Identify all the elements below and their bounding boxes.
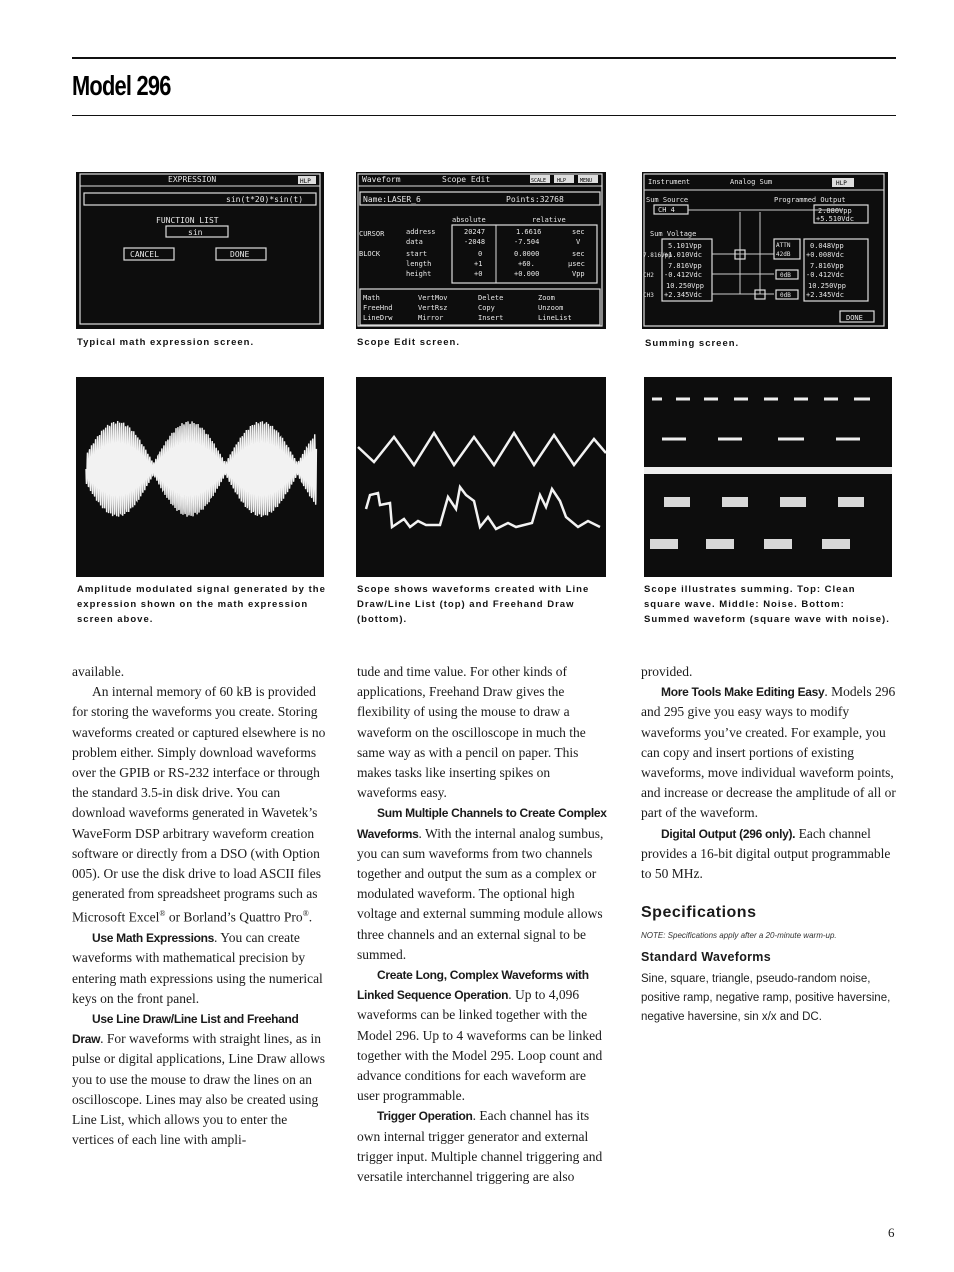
paragraph: provided. [641,664,693,679]
figure-caption: Summing screen. [645,338,740,349]
screen-label: relative [532,216,566,224]
screen-label: address [406,228,436,236]
line-draw-oscilloscope-photo [356,377,606,577]
screen-label: VertRsz [418,304,448,312]
screen-label: CH 4 [658,206,675,214]
paragraph [641,824,899,885]
screen-label: CANCEL [130,250,159,259]
screen-label: 0dB [780,292,791,299]
paragraph: tude and time value. For other kinds of applications, Freehand Draw gives the flexibility of using the mouse to draw a waveform on the oscilloscope in much the same way as with a pencil on paper. This makes tasks like inserting spikes on waveforms easy. [357,664,586,801]
figure-caption: Amplitude modulated signal generated by the expression shown on the math expression screen above. [77,584,326,625]
screen-label: Waveform [362,175,401,184]
screen-label: DONE [846,314,863,322]
screen-label: sin [188,228,203,237]
paragraph-text: . [308,909,313,925]
screen-label: Zoom [538,294,555,302]
screen-label: +1 [474,260,483,268]
registered-mark: ® [302,909,309,919]
screen-label: 42dB [776,251,791,258]
screen-label: +0.000 [514,270,540,278]
screen-label: 1.6616 [516,228,542,236]
screen-label: 0.048Vpp [810,242,844,250]
body-column-2 [357,662,609,1187]
summing-oscilloscope-photo [644,377,892,577]
screen-label: 20247 [464,228,486,236]
paragraph-text: . For waveforms with straight lines, as in pulse or digital applications, Line Draw allows you to use the mouse to draw the lines on an oscilloscope. Lines may also be created using Line List, which allows you to enter the vertices of each line with ampli- [72,1031,326,1148]
screen-label: absolute [452,216,486,224]
screen-label: Sum Voltage [650,230,697,238]
screen-label: MENU [580,178,593,184]
run-in-heading: Use Line Draw/Line List and Freehand Draw [72,1011,299,1047]
screen-label: Insert [478,314,504,322]
screen-label: HLP [557,178,567,184]
paragraph [72,1009,330,1150]
screen-label: -2048 [464,238,486,246]
screen-label: EXPRESSION [168,175,217,184]
paragraph [357,965,609,1106]
screen-label: +1.010Vdc [664,251,702,259]
screen-label: 2.880Vpp [818,207,852,215]
screen-label: Vpp [572,270,585,278]
title-rule [72,115,896,116]
screen-label: Points:32768 [506,195,564,204]
screen-label: +0.008Vdc [806,251,844,259]
screen-label: start [406,250,428,258]
screen-label: 5.101Vpp [668,242,702,250]
screen-label: BLOCK [359,250,381,258]
screen-label: V [576,238,581,246]
screen-label: ATTN [776,242,791,249]
screen-label: Unzoom [538,304,564,312]
screen-label: sec [572,228,585,236]
screen-label: -0.412Vdc [806,271,844,279]
scope-edit-screenshot [356,172,606,329]
body-column-3 [641,662,899,884]
screen-label: 10.250Vpp [808,282,846,290]
screen-label: 7.816Vpp [810,262,844,270]
paragraph-text: Each channel provides a 16-bit digital output programmable to 50 MHz. [641,825,891,882]
run-in-heading: Digital Output (296 only). [661,826,796,841]
screen-label: Instrument [648,178,691,186]
screen-label: length [406,260,432,268]
paragraph [357,803,609,965]
page-number: 6 [888,1225,895,1240]
screen-label: 7.816Vpp [643,252,672,259]
paragraph [72,928,330,1009]
screen-label: HLP [836,180,847,187]
screen-label: +0 [474,270,483,278]
paragraph-text: . Each channel has its own internal trigger generator and external trigger input. Multiple channel triggering and versatile interchannel triggering are also [357,1108,603,1185]
screen-label: 7.816Vpp [668,262,702,270]
screen-label: Programmed Output [774,196,846,204]
screen-label: CH2 [643,272,654,279]
figure-caption: Scope Edit screen. [357,337,461,348]
screen-label: +2.345Vdc [806,291,844,299]
screen-label: Analog Sum [730,178,773,186]
screen-label: 10.250Vpp [666,282,704,290]
page-title: Model 296 [72,70,171,101]
screen-label: Scope Edit [442,175,491,184]
paragraph [357,1106,609,1187]
screen-label: LineDrw [363,314,393,322]
screen-label: SCALE [531,178,547,184]
screen-label: CURSOR [359,230,385,238]
screen-label: 0.0000 [514,250,540,258]
top-rule [72,57,896,59]
run-in-heading: Trigger Operation [377,1109,473,1124]
screen-label: +2.345Vdc [664,291,702,299]
screen-label: LineList [538,314,572,322]
run-in-heading: Use Math Expressions [92,931,215,946]
paragraph-text: or Borland’s Quattro Pro [165,909,303,925]
screen-label: +5.510Vdc [816,215,854,223]
paragraph-text: . Up to 4,096 waveforms can be linked together with the Model 296. Up to 4 waveforms can be linked together with the Model 295. Loop count and advance conditions for each waveform are user programmable. [357,987,603,1104]
paragraph-text: . You can create waveforms with mathematical precision by entering math expressions using the numerical keys on the front panel. [72,930,323,1006]
screen-label: Mirror [418,314,444,322]
screen-label: FUNCTION LIST [156,216,219,225]
standard-waveforms-heading: Standard Waveforms [641,950,771,964]
screen-label: height [406,270,432,278]
paragraph [641,682,899,823]
screen-label: sec [572,250,585,258]
math-expression-screenshot [76,172,324,329]
screen-label: 0dB [780,272,791,279]
screen-label: HLP [300,178,311,185]
screen-label: data [406,238,423,246]
registered-mark: ® [159,909,166,919]
screen-label: Delete [478,294,504,302]
run-in-heading: Create Long, Complex Waveforms with Linked Sequence Operation [357,968,589,1003]
screen-label: VertMov [418,294,448,302]
screen-label: µsec [568,260,585,268]
screen-label: Sum Source [646,196,689,204]
screen-label: 0 [478,250,483,258]
screen-label: Copy [478,304,495,312]
screen-label: +60. [518,260,535,268]
screen-label: DONE [230,250,250,259]
run-in-heading: Sum Multiple Channels to Create Complex Waveforms [357,806,607,841]
screen-label: CH3 [643,292,654,299]
paragraph-text: An internal memory of 60 kB is provided for storing the waveforms you create. Storing waveforms created or captured elsewhere is no problem either. Simply download waveforms over the GPIB or RS-232 interface or through the standard 3.5-in disk drive. You can download waveforms generated in Wavetek’s WaveForm DSP arbitrary waveform creation software or directly from a DSO (with Option 005). Or use the disk drive to load ASCII files generated from spreadsheet programs such as Microsoft Excel [72,684,326,925]
specifications-note: NOTE: Specifications apply after a 20-minute warm-up. [641,931,837,940]
screen-label: FreeHnd [363,304,393,312]
summing-screenshot [642,172,888,329]
screen-label: Math [363,294,380,302]
figure-caption: Scope shows waveforms created with Line Draw/Line List (top) and Freehand Draw (bottom). [357,584,590,625]
figure-caption: Scope illustrates summing. Top: Clean square wave. Middle: Noise. Bottom: Summed waveform (square wave with noise). [644,584,890,625]
standard-waveforms-text: Sine, square, triangle, pseudo-random noise, positive ramp, negative ramp, positive haversine, negative haversine, sin x/x and DC. [641,973,891,1023]
screen-label: sin(t*20)*sin(t) [226,195,304,204]
run-in-heading: More Tools Make Editing Easy [661,685,825,700]
screen-label: -0.412Vdc [664,271,702,279]
body-column-1 [72,662,330,1150]
screen-label: Name:LASER_6 [363,195,421,204]
am-signal-oscilloscope-photo [76,377,324,577]
paragraph: available. [72,664,125,679]
paragraph-text: . Models 296 and 295 give you easy ways to modify waveforms you’ve created. For example, you can copy and insert portions of existing waveforms, move individual waveform points, and increase or decrease the amplitude of all or part of the waveform. [641,684,896,821]
figure-caption: Typical math expression screen. [77,337,255,348]
specifications-heading: Specifications [641,904,757,921]
paragraph-text: . With the internal analog sumbus, you can sum waveforms from two channels together and output the sum as a complex or modulated waveform. The optional high voltage and external summing module allows three channels and an external signal to be summed. [357,825,604,962]
screen-label: -7.504 [514,238,540,246]
paragraph [72,682,330,928]
